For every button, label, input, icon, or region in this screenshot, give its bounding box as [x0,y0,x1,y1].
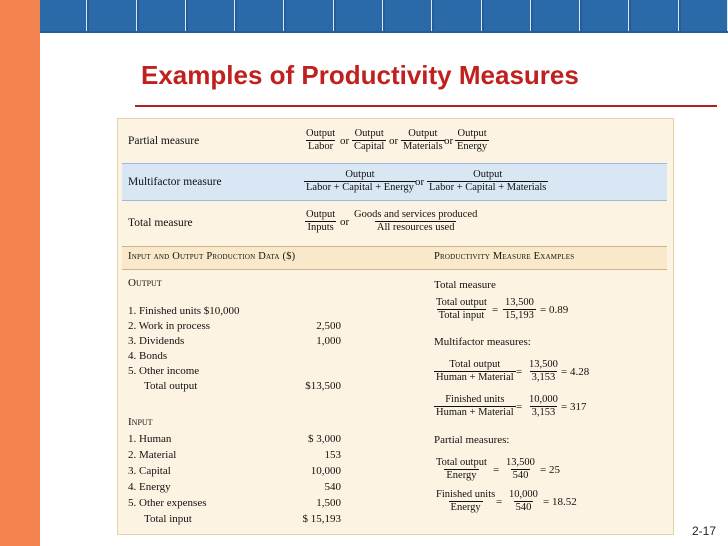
output-item-4: 4. Bonds [128,350,168,362]
productivity-table [117,118,674,535]
output-item-2: 2. Work in process [128,320,211,332]
data-header-bar [122,246,667,270]
example-p1-result: = 25 [540,464,560,476]
frac-output-labor: $\frac{\text{Output}}{\text{Labor}}$ [306,128,336,152]
input-output-header: Input and Output Production Data ($) [128,251,296,262]
example-p1-frac1: Total output Energy [436,457,487,481]
slide-title: Examples of Productivity Measures [141,60,579,90]
input-value-3: 10,000 [310,465,341,477]
example-p2-frac1: Finished units Energy [436,489,496,513]
total-measure-row [122,203,667,241]
example-total-frac1: Total output Total input [436,297,487,321]
input-item-2: 2. Material [128,449,177,461]
multifactor-measure-label: Multifactor measure [128,176,222,188]
total-output-value: $13,500 [305,380,341,392]
or-text: or [340,216,350,228]
output-item-1: 1. Finished units $10,000 [128,305,240,317]
total-output-label: Total output [144,380,198,392]
input-value-2: 153 [324,449,341,461]
example-partial-heading: Partial measures: [434,434,510,446]
or-text: or [415,176,425,188]
input-item-4: 4. Energy [128,481,171,493]
multifactor-measure-row [122,163,667,201]
input-item-3: 3. Capital [128,465,171,477]
frac-output-materials: $\frac{\text{Output}}{\text{Materials}}$ [403,128,443,152]
input-item-1: 1. Human [128,433,172,445]
output-item-5: 5. Other income [128,365,200,377]
page-number: 2-17 [691,524,716,538]
example-multifactor-heading: Multifactor measures: [434,336,531,348]
equals-sign: = [516,366,523,378]
example-mf2-frac1: Finished units Human + Material [436,394,514,418]
frac-output-lcm: $\frac{\text{Output}}{\text{Labor + Capital + Materials}}$ [429,169,547,193]
output-heading: Output [128,277,162,289]
example-p1-frac2: $\frac{13,500}{540}$ [506,457,535,481]
measure-examples-header: Productivity Measure Examples [434,251,575,262]
input-value-5: 1,500 [316,497,341,509]
total-input-value: $ 15,193 [302,513,341,525]
example-p2-frac2: $\frac{10,000}{540}$ [509,489,538,513]
example-total-heading: Total measure [434,279,496,291]
output-value-3: 1,000 [316,335,341,347]
input-value-4: 540 [324,481,341,493]
frac-goods-resources: $\frac{\text{Goods and services produced}}{\text{All resources used}}$ [354,209,478,233]
equals-sign: = [516,401,523,413]
frac-output-inputs: $\frac{\text{Output}}{\text{Inputs}}$ [306,209,336,233]
equals-sign: = [492,304,499,316]
or-text: or [444,135,454,147]
output-value-2: 2,500 [316,320,341,332]
top-decorative-grid [40,0,728,33]
example-total-frac2: $\frac{13,500}{15,193}$ [505,297,534,321]
equals-sign: = [493,464,500,476]
example-mf1-frac2: $\frac{13,500}{3,153}$ [529,359,558,383]
partial-measure-row [122,121,667,159]
input-item-5: 5. Other expenses [128,497,207,509]
example-mf2-result: = 317 [561,401,587,413]
example-mf1-result: = 4.28 [561,366,590,378]
example-mf2-frac2: $\frac{10,000}{3,153}$ [529,394,558,418]
frac-output-lce: $\frac{\text{Output}}{\text{Labor + Capital + Energy}}$ [306,169,414,193]
equals-sign: = [496,496,503,508]
title-underline [135,105,717,107]
input-value-1: $ 3,000 [308,433,341,445]
partial-measure-label: Partial measure [128,135,200,147]
or-text: or [340,135,350,147]
frac-output-capital: $\frac{\text{Output}}{\text{Capital}}$ [354,128,385,152]
or-text: or [389,135,399,147]
output-item-3: 3. Dividends [128,335,185,347]
total-measure-label: Total measure [128,217,193,229]
frac-output-energy: $\frac{\text{Output}}{\text{Energy}}$ [457,128,488,152]
left-accent-bar [0,0,40,546]
example-total-result: = 0.89 [540,304,569,316]
example-p2-result: = 18.52 [543,496,577,508]
total-input-label: Total input [144,513,192,525]
example-mf1-frac1: Total output Human + Material [436,359,514,383]
input-heading: Input [128,416,153,428]
